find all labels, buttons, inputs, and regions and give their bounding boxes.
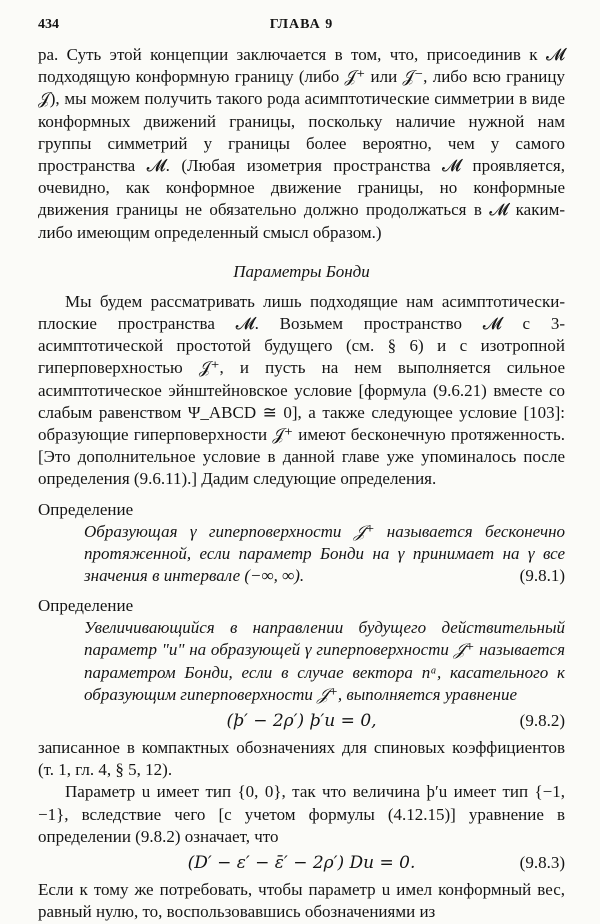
equation-9-8-3 [38, 850, 565, 877]
definition-2-label: Определение [38, 596, 134, 616]
section-heading: Параметры Бонди [233, 261, 370, 281]
paragraph-1: ра. Суть этой концепции заключается в том, что, присоединив к 𝓜 подходящую конформную границу (либо 𝒥⁺ или 𝒥⁻, либо всю границу 𝒥), мы можем получить такого рода асимптотические симметрии в виде конформных движений границы, поскольку наличие нужной нам группы симметрий у границы более вероятно, чем у самого пространства 𝓜. (Любая изометрия пространства 𝓜 проявляется, очевидно, как конформное движение границы, но конформные движения границы не обязательно должно продолжаться в 𝓜 каким-либо имеющим определенный смысл образом.) [38, 45, 565, 242]
definition-1-text: Образующая γ гиперповерхности 𝒥⁺ называется бесконечно протяженной, если параметр Бонди на γ принимает на γ все значения в интервале (−∞, ∞). [84, 521, 565, 586]
page-number: 434 [38, 17, 59, 32]
running-header [38, 17, 565, 37]
chapter-title: ГЛАВА 9 [269, 17, 334, 32]
paragraph-4: Параметр u имеет тип {0, 0}, так что величина þ′u имеет тип {−1, −1}, вследствие чего [с учетом формулы (4.12.15)] уравнение в определении (9.8.2) означает, что [38, 782, 565, 846]
definition-1 [84, 521, 565, 588]
definition-1-number: (9.8.1) [519, 566, 565, 586]
paragraph-5: Если к тому же потребовать, чтобы параметр u имел конформный вес, равный нулю, то, воспользовавшись обозначениями из [38, 880, 565, 922]
definition-1-label: Определение [38, 499, 134, 519]
equation-9-8-3-number: (9.8.3) [519, 853, 565, 873]
equation-9-8-2-formula: (þ′ − 2ρ′) þ′u = 0, [226, 711, 377, 732]
page-body [38, 44, 565, 924]
equation-9-8-2-number: (9.8.2) [519, 711, 565, 731]
definition-2-text: Увеличивающийся в направлении будущего действительный параметр "u" на образующей γ гиперповерхности 𝒥⁺ называется параметром Бонди, если в случае вектора nᵃ, касательного к образующим гиперповерхности 𝒥⁺, выполняется уравнение [84, 618, 565, 704]
paragraph-2: Мы будем рассматривать лишь подходящие нам асимптотически-плоские пространства 𝓜. Возьмем пространство 𝓜 с 3-асимптотической простотой будущего (см. § 6) и с изотропной гиперповерхностью 𝒥⁺, и пусть на нем выполняется сильное асимптотическое эйнштейновское условие [формула (9.6.21) вместе со слабым равенством Ψ_ABCD ≅ 0], а также следующее условие [103]: образующие гиперповерхности 𝒥⁺ имеют бесконечную протяженность. [Это дополнительное условие в данной главе уже упоминалось после определения (9.6.11).] Дадим следующие определения. [38, 291, 565, 489]
paragraph-3: записанное в компактных обозначениях для спиновых коэффициентов (т. 1, гл. 4, § 5, 12). [38, 738, 565, 780]
equation-9-8-2 [38, 708, 565, 735]
equation-9-8-3-formula: (D′ − ε′ − ε̄′ − 2ρ′) Du = 0. [187, 853, 416, 874]
